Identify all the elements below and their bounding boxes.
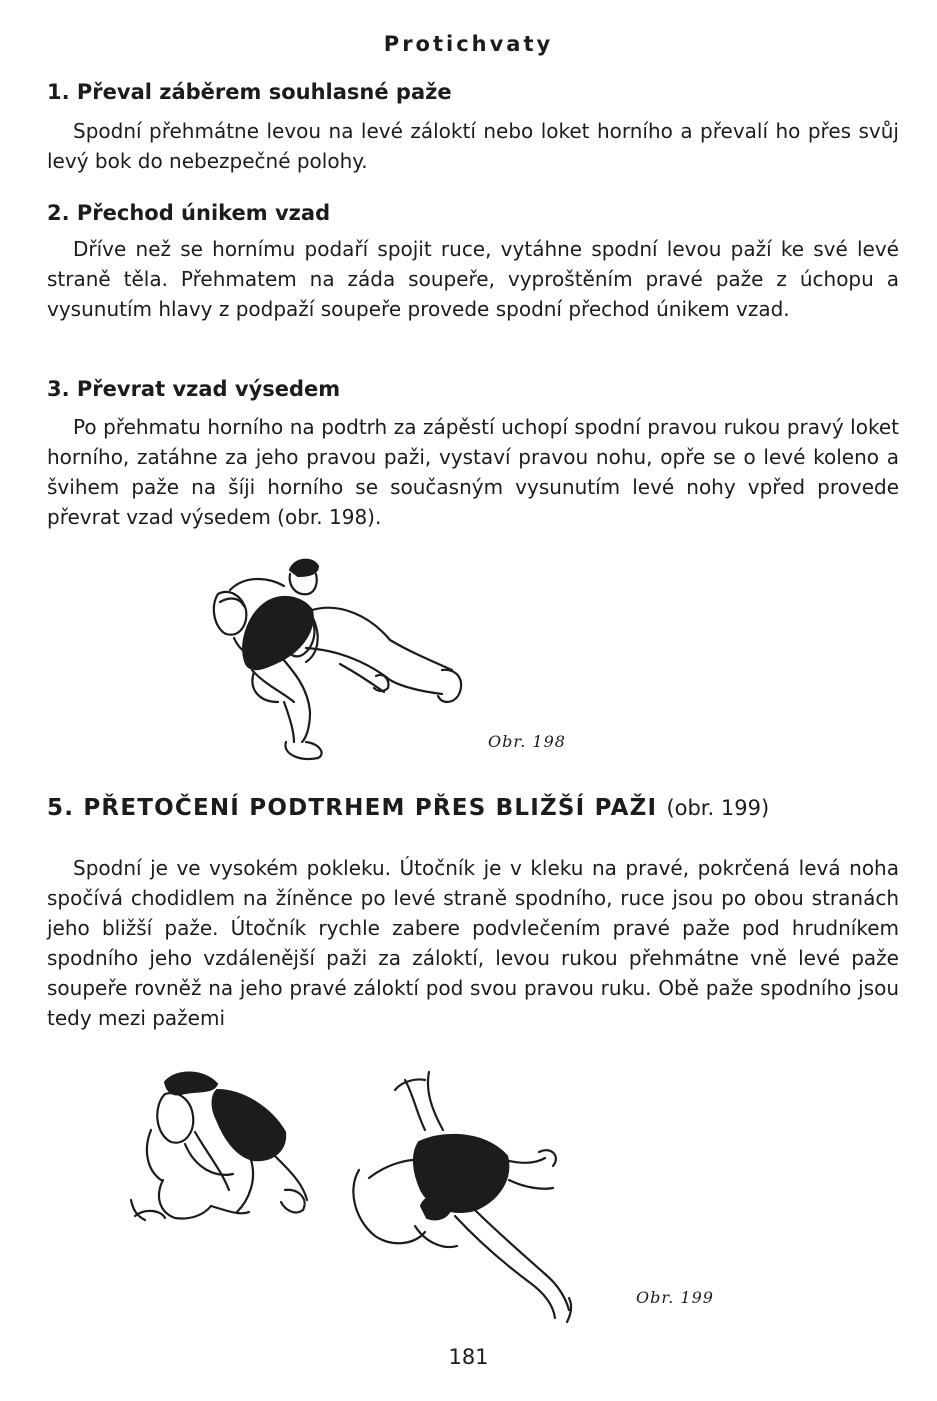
figure-199-illustration [125,1060,585,1330]
wrestlers-drawing-199-left [131,1072,307,1220]
wrestlers-drawing-199-right [353,1072,571,1322]
item-3-heading: 3. Převrat vzad výsedem [47,377,341,401]
item-3-text: Po přehmatu horního na podtrh za zápěstí uchopí spodní pravou rukou pravý loket horního, zatáhne za jeho pravou paži, vystaví pravou nohu, opře se o levé koleno a švihem paže na šíji horního se současným vysunutím levé nohy vpřed provede převrat vzad výsedem (obr. 198). [47,415,899,529]
figure-199-caption: Obr. 199 [636,1288,714,1307]
item-1-text: Spodní přehmátne levou na levé záloktí nebo loket horního a převalí ho přes svůj levý bok do nebezpečné polohy. [47,119,899,173]
section-5-title [47,795,769,821]
item-2-text: Dříve než se hornímu podaří spojit ruce, vytáhne spodní levou paží ke své levé straně těla. Přehmatem na záda soupeře, vyproštěním pravé paže z úchopu a vysunutím hlavy z podpaží soupeře provede spodní přechod únikem vzad. [47,237,899,321]
section-5-figure-ref: (obr. 199) [666,796,770,820]
section-5-text: Spodní je ve vysokém pokleku. Útočník je v kleku na pravé, pokrčená levá noha spočívá chodidlem na žíněnce po levé straně spodního, ruce jsou po obou stranách jeho bližší paže. Útočník rychle zabere podvlečením pravé paže pod hrudníkem spodního jeho vzdálenější paži za záloktí, levou rukou přehmátne vně levé paže soupeře rovněž na jeho pravé záloktí pod svou pravou ruku. Obě paže spodního jsou tedy mezi pažemi [47,856,899,1030]
figure-198-caption: Obr. 198 [488,732,566,751]
item-2-heading: 2. Přechod únikem vzad [47,201,331,225]
item-1-heading: 1. Převal záběrem souhlasné paže [47,80,452,104]
wrestlers-drawing-198 [214,560,461,759]
page-number: 181 [448,1345,489,1369]
running-title: Protichvaty [383,32,554,56]
figure-198-illustration [190,552,480,767]
section-5-title-text: 5. PŘETOČENÍ PODTRHEM PŘES BLIŽŠÍ PAŽI [47,795,658,821]
